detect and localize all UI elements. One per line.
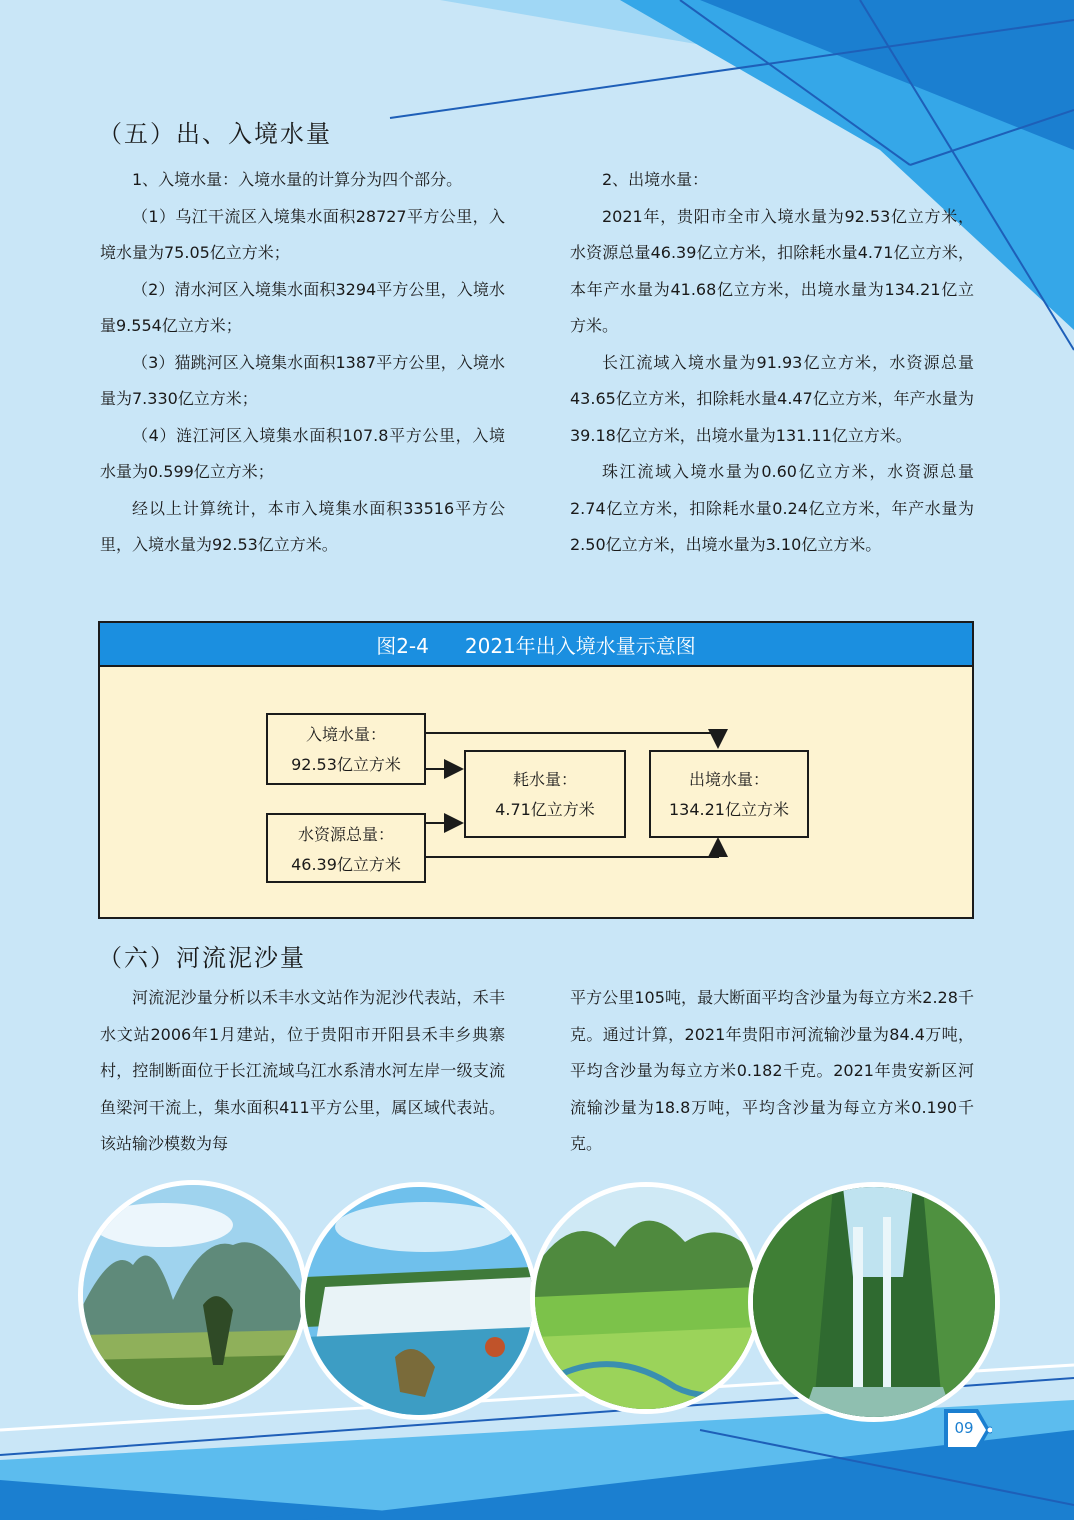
paragraph: 珠江流域入境水量为0.60亿立方米，水资源总量2.74亿立方米，扣除耗水量0.24亿立方米，年产水量为2.50亿立方米，出境水量为3.10亿立方米。 bbox=[570, 462, 974, 554]
resources-value: 46.39亿立方米 bbox=[291, 855, 401, 874]
consumption-value: 4.71亿立方米 bbox=[495, 800, 595, 819]
outflow-label: 出境水量： bbox=[688, 770, 769, 789]
paragraph: 经以上计算统计，本市入境集水面积33516平方公里，入境水量为92.53亿立方米。 bbox=[100, 498, 505, 554]
paragraph: 平方公里105吨，最大断面平均含沙量为每立方米2.28千克。通过计算，2021年贵阳市河流输沙量为84.4万吨，平均含沙量为每立方米0.182千克。2021年贵安新区河流输沙量为18.8万吨，平均含沙量为每立方米0.190千克。 bbox=[570, 988, 974, 1153]
consumption-box bbox=[464, 750, 626, 838]
page-number: 09 bbox=[954, 1419, 974, 1437]
paragraph: （1）乌江干流区入境集水面积28727平方公里，入境水量为75.05亿立方米； bbox=[100, 206, 505, 262]
section6-title: （六）河流泥沙量 bbox=[98, 944, 306, 972]
section6-left-column bbox=[100, 980, 505, 1163]
resources-label: 水资源总量： bbox=[297, 825, 394, 844]
paragraph: （3）猫跳河区入境集水面积1387平方公里，入境水量为7.330亿立方米； bbox=[100, 352, 505, 408]
photo-karst-mountains bbox=[78, 1180, 308, 1410]
photo-gorge-waterfall bbox=[748, 1182, 1000, 1422]
paragraph: 河流泥沙量分析以禾丰水文站作为泥沙代表站，禾丰水文站2006年1月建站，位于贵阳市开阳县禾丰乡典寨村，控制断面位于长江流域乌江水系清水河左岸一级支流鱼梁河干流上，集水面积411平方公里，属区域代表站。该站输沙模数为每 bbox=[100, 988, 505, 1153]
section5-right-column bbox=[570, 162, 974, 564]
inflow-box bbox=[266, 713, 426, 785]
inflow-value: 92.53亿立方米 bbox=[291, 755, 401, 774]
outflow-value: 134.21亿立方米 bbox=[669, 800, 789, 819]
paragraph: （2）清水河区入境集水面积3294平方公里，入境水量9.554亿立方米； bbox=[100, 279, 505, 335]
section5-title: （五）出、入境水量 bbox=[98, 120, 332, 148]
paragraph: 2021年，贵阳市全市入境水量为92.53亿立方米，水资源总量46.39亿立方米，扣除耗水量4.71亿立方米，本年产水量为41.68亿立方米，出境水量为134.21亿立方米。 bbox=[570, 206, 974, 335]
inflow-label: 入境水量： bbox=[305, 725, 386, 744]
figure-number: 图2-4 bbox=[376, 633, 429, 658]
section6-right-column bbox=[570, 980, 974, 1163]
paragraph: 长江流域入境水量为91.93亿立方米，水资源总量43.65亿立方米，扣除耗水量4.47亿立方米，年产水量为39.18亿立方米，出境水量为131.11亿立方米。 bbox=[570, 352, 974, 445]
photo-rice-fields bbox=[530, 1182, 762, 1414]
paragraph: （4）涟江河区入境集水面积107.8平方公里，入境水量为0.599亿立方米； bbox=[100, 425, 505, 481]
figure-title: 2021年出入境水量示意图 bbox=[464, 633, 696, 658]
resources-box bbox=[266, 813, 426, 883]
paragraph: 1、入境水量：入境水量的计算分为四个部分。 bbox=[132, 170, 463, 189]
section5-left-column bbox=[100, 162, 505, 564]
outflow-box bbox=[649, 750, 809, 838]
figure-water-flow bbox=[98, 621, 974, 919]
consumption-label: 耗水量： bbox=[512, 770, 577, 789]
paragraph: 2、出境水量： bbox=[602, 170, 709, 189]
photo-waterfall bbox=[300, 1182, 538, 1420]
